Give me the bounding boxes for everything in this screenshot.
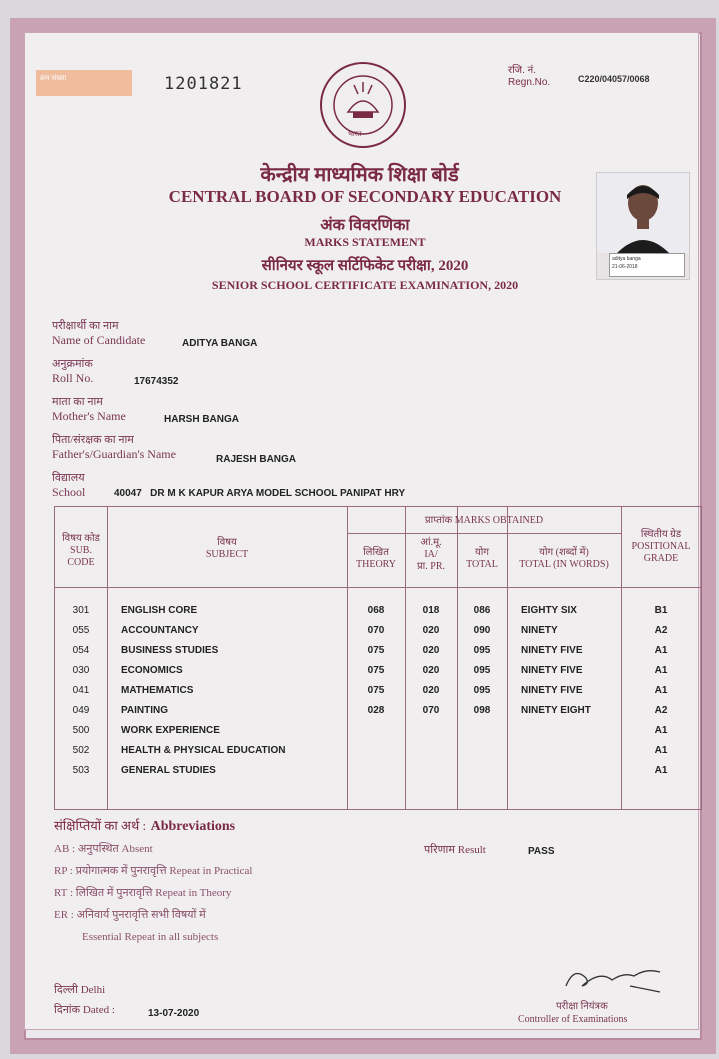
field-name-label-hi: परीक्षार्थी का नाम: [52, 320, 119, 332]
row-ia: 020: [422, 665, 440, 676]
photo-date: 21-06-2018: [612, 264, 638, 270]
row-subject: PAINTING: [121, 705, 169, 716]
abbr-er: ER : अनिवार्य पुनरावृत्ति सभी विषयों में: [54, 909, 206, 921]
controller-signature: [560, 962, 670, 1003]
marks-table: [54, 506, 702, 810]
candidate-photo: [596, 172, 690, 280]
row-code: 041: [72, 685, 90, 696]
abbr-er-en: Essential Repeat in all subjects: [82, 931, 219, 943]
field-mother-label-hi: माता का नाम: [52, 396, 103, 408]
header-total: योग TOTAL: [466, 547, 498, 570]
row-grade: A1: [654, 745, 668, 756]
header-marks-obtained: प्राप्तांक MARKS OBTAINED: [424, 515, 544, 526]
place-label: दिल्ली Delhi: [54, 984, 106, 996]
regn-label-hi: रजि. नं.: [508, 65, 536, 76]
serial-label: क्रम संख्या: [40, 75, 67, 82]
row-subject: BUSINESS STUDIES: [121, 645, 219, 656]
row-theory: 028: [367, 705, 385, 716]
abbreviations-list: [54, 838, 252, 948]
row-ia: 020: [422, 685, 440, 696]
row-subject: ACCOUNTANCY: [121, 625, 199, 636]
dated-value: 13-07-2020: [148, 1008, 200, 1019]
row-words: NINETY FIVE: [521, 665, 583, 676]
field-roll-label-en: Roll No.: [52, 371, 94, 385]
row-subject: ENGLISH CORE: [121, 605, 198, 616]
row-code: 055: [72, 625, 90, 636]
table-row: [55, 685, 701, 701]
abbr-ab: AB : अनुपस्थित Absent: [54, 843, 153, 855]
row-total: 095: [473, 665, 491, 676]
row-subject: ECONOMICS: [121, 665, 183, 676]
photo-caption-box: [609, 253, 685, 277]
field-mother-label-en: Mother's Name: [52, 409, 126, 423]
field-roll-label-hi: अनुक्रमांक: [52, 358, 93, 370]
field-roll: [52, 356, 452, 386]
field-school-label-hi: विद्यालय: [52, 472, 85, 484]
regn-label-en: Regn.No.: [508, 77, 551, 88]
header-ia-pr: आं.मू. IA/ प्रा. PR.: [416, 537, 445, 572]
cbse-seal: [318, 60, 408, 150]
field-school: [52, 470, 552, 500]
seal-bottom-text: भारत: [348, 131, 362, 138]
table-row: [55, 665, 701, 681]
row-subject: HEALTH & PHYSICAL EDUCATION: [121, 745, 286, 756]
row-grade: A2: [654, 705, 668, 716]
row-grade: A1: [654, 685, 668, 696]
row-grade: A2: [654, 625, 668, 636]
row-words: NINETY: [521, 625, 558, 636]
table-row: [55, 745, 701, 761]
row-ia: 020: [422, 645, 440, 656]
field-father-label-hi: पिता/संरक्षक का नाम: [52, 434, 134, 446]
row-code: 054: [72, 645, 90, 656]
row-ia: 020: [422, 625, 440, 636]
header-positional-grade: स्थितीय ग्रेड POSITIONAL GRADE: [631, 529, 691, 564]
dated-label: दिनांक Dated :: [54, 1004, 115, 1016]
board-title-english: CENTRAL BOARD OF SECONDARY EDUCATION: [168, 187, 562, 206]
row-code: 030: [72, 665, 90, 676]
row-grade: A1: [654, 765, 668, 776]
abbreviations-title: संक्षिप्तियों का अर्थ : Abbreviations: [54, 818, 236, 834]
row-code: 301: [72, 605, 90, 616]
cbse-seal-icon: [318, 60, 408, 150]
field-roll-value: 17674352: [134, 376, 179, 387]
candidate-portrait-icon: [597, 173, 689, 253]
row-subject: GENERAL STUDIES: [121, 765, 216, 776]
row-total: 090: [473, 625, 491, 636]
controller-title-english: Controller of Examinations: [518, 1014, 628, 1025]
result-value: PASS: [528, 846, 555, 857]
exam-title-hindi: सीनियर स्कूल सर्टिफिकेट परीक्षा, 2020: [261, 258, 469, 274]
header-theory: लिखित THEORY: [356, 547, 396, 570]
row-theory: 075: [367, 665, 385, 676]
row-grade: A1: [654, 665, 668, 676]
row-subject: MATHEMATICS: [121, 685, 194, 696]
row-words: EIGHTY SIX: [521, 605, 577, 616]
field-name-value: ADITYA BANGA: [182, 338, 258, 349]
row-grade: A1: [654, 725, 668, 736]
row-total: 086: [473, 605, 491, 616]
table-row: [55, 765, 701, 781]
board-title-hindi: केन्द्रीय माध्यमिक शिक्षा बोर्ड: [260, 164, 459, 186]
row-total: 095: [473, 645, 491, 656]
photo-caption: aditya banga: [612, 256, 641, 262]
row-code: 502: [72, 745, 90, 756]
row-grade: A1: [654, 645, 668, 656]
field-mother: [52, 394, 452, 424]
row-code: 049: [72, 705, 90, 716]
row-code: 500: [72, 725, 90, 736]
serial-number: 1201821: [164, 74, 243, 94]
header-sub-code: विषय कोड SUB. CODE: [62, 533, 100, 568]
table-row: [55, 705, 701, 721]
signature-icon: [560, 962, 670, 998]
field-name-label-en: Name of Candidate: [52, 333, 146, 347]
result-label: परिणाम Result: [424, 844, 486, 856]
marks-title-english: MARKS STATEMENT: [304, 235, 426, 249]
field-father-value: RAJESH BANGA: [216, 454, 297, 465]
row-code: 503: [72, 765, 90, 776]
row-theory: 075: [367, 645, 385, 656]
table-row: [55, 605, 701, 621]
row-words: NINETY FIVE: [521, 645, 583, 656]
row-words: NINETY FIVE: [521, 685, 583, 696]
field-school-value: 40047 DR M K KAPUR ARYA MODEL SCHOOL PANIPAT HRY: [114, 488, 406, 499]
row-ia: 018: [422, 605, 440, 616]
table-row: [55, 725, 701, 741]
exam-title-english: SENIOR SCHOOL CERTIFICATE EXAMINATION, 2020: [211, 278, 519, 292]
serial-label-box: [36, 70, 132, 96]
field-school-label-en: School: [52, 485, 86, 499]
row-theory: 070: [367, 625, 385, 636]
marks-title-hindi: अंक विवरणिका: [320, 217, 410, 234]
field-name: [52, 318, 452, 348]
controller-title-hindi: परीक्षा नियंत्रक: [556, 1001, 608, 1012]
table-row: [55, 625, 701, 641]
header-subject: विषय SUBJECT: [205, 537, 249, 560]
row-theory: 068: [367, 605, 385, 616]
field-mother-value: HARSH BANGA: [164, 414, 239, 425]
row-ia: 070: [422, 705, 440, 716]
row-words: NINETY EIGHT: [521, 705, 591, 716]
field-father-label-en: Father's/Guardian's Name: [52, 447, 176, 461]
row-subject: WORK EXPERIENCE: [121, 725, 220, 736]
row-grade: B1: [654, 605, 668, 616]
regn-number: C220/04057/0068: [578, 74, 650, 84]
header-total-words: योग (शब्दों में) TOTAL (IN WORDS): [519, 547, 609, 570]
row-total: 098: [473, 705, 491, 716]
row-theory: 075: [367, 685, 385, 696]
abbr-rp: RP : प्रयोगात्मक में पुनरावृत्ति Repeat in Practical: [54, 865, 253, 877]
field-father: [52, 432, 452, 465]
abbr-rt: RT : लिखित में पुनरावृत्ति Repeat in Theory: [54, 887, 232, 899]
table-row: [55, 645, 701, 661]
row-total: 095: [473, 685, 491, 696]
